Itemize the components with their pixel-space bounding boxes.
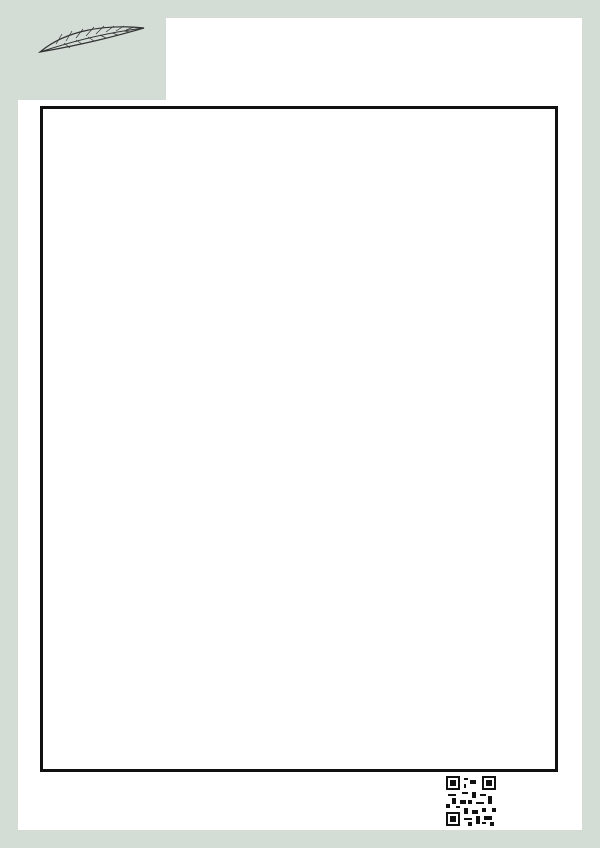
schedule-table — [40, 106, 558, 772]
feather-icon — [36, 22, 148, 56]
qr-code-icon[interactable] — [446, 776, 496, 826]
logo — [18, 18, 166, 100]
flyer-page — [18, 18, 582, 830]
